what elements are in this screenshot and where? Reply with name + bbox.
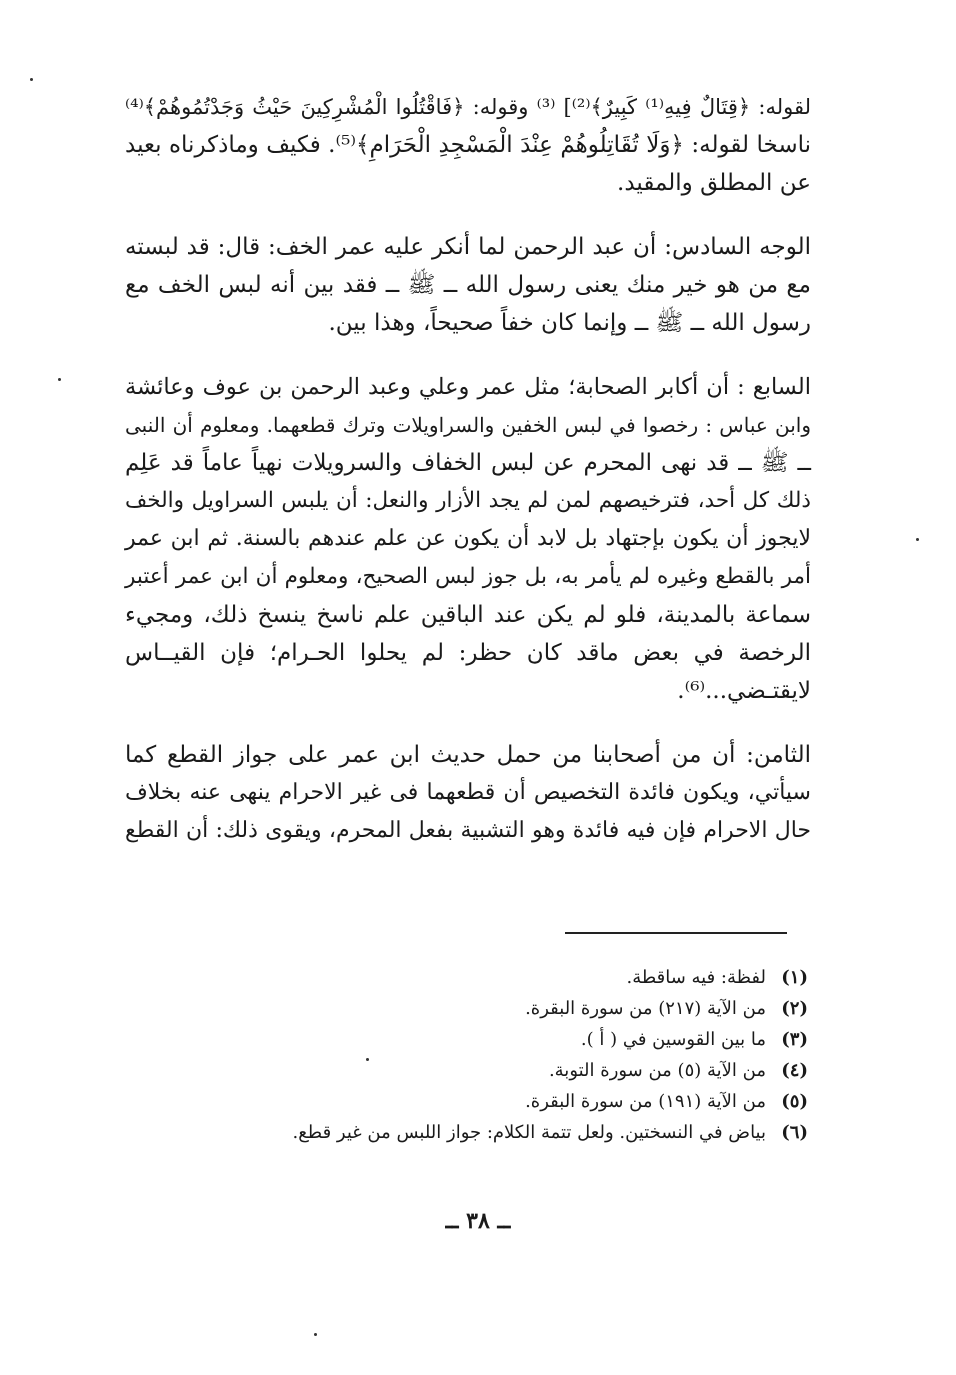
text-line: سماعة بالمدينة، فلو لم يكن عند الباقين علم ناسخ ينسخ ذلك، ومجيء (125, 602, 811, 628)
text-line: سيأتي، ويكون فائدة التخصيص أن قطعهما فى غير الاحرام ينهى عنه بخلاف (125, 780, 811, 805)
footnote-text: ما بين القوسين في ( أ ). (580, 1029, 766, 1050)
footnote-item (293, 1024, 809, 1055)
page-number: ــ ٣٨ ــ (445, 1208, 511, 1234)
paragraph-4 (125, 736, 811, 850)
footnote-item (293, 1055, 809, 1086)
text-line: لايجوز أن يكون بإجتهاد بل لابد أن يكون عن علم عندهم بالسنة. ثم ابن عمر (125, 526, 811, 551)
footnote-text: من الآية (٢١٧) من سورة البقرة. (525, 998, 766, 1019)
footnote-divider (565, 932, 787, 934)
text-line: رسول الله ــ ﷺ ــ وإنما كان خفاً صحيحاً، وهذا بين. (328, 310, 811, 336)
scan-speck (314, 1333, 317, 1336)
footnote-number: (٣) (781, 1029, 808, 1050)
text-line: ــ ﷺ ــ قد نهى المحرم عن لبس الخفاف والسرويلات نهياً عاماً قد عَلِم (125, 450, 811, 476)
footnote-number: (١) (781, 967, 808, 988)
footnote-number: (٢) (781, 998, 808, 1019)
paragraph-3 (125, 368, 811, 710)
main-text (125, 88, 811, 876)
footnote-number: (٤) (781, 1060, 808, 1081)
text-line: وابن عباس : رخصوا في لبس الخفين والسراويلات وترك قطعهما. ومعلوم أن النبى (125, 413, 811, 437)
text-line: الرخصة في بعض ماقد كان حظر: لم يحلوا الحـرام؛ فإن القيــاس (125, 640, 811, 666)
paragraph-2 (125, 228, 811, 342)
footnote-text: من الآية (٥) من سورة التوبة. (548, 1060, 766, 1081)
scan-speck (58, 378, 61, 381)
text-line: الثامن: أن من أصحابنا من حمل حديث ابن عمر على جواز القطع كما (125, 742, 811, 768)
text-line: الوجه السادس: أن عبد الرحمن لما أنكر عليه عمر الخف: قال: قد لبسته (125, 234, 811, 260)
footnote-number: (٥) (781, 1091, 808, 1112)
scan-speck (916, 538, 919, 541)
footnote-item (293, 993, 809, 1024)
footnote-item (293, 1086, 809, 1117)
footnote-text: لفظة: فيه ساقطة. (626, 967, 766, 988)
footnote-text: من الآية (١٩١) من سورة البقرة. (525, 1091, 766, 1112)
text-line: مع من هو خير منك يعنى رسول الله ــ ﷺ ــ فقد بين أنه لبس الخف مع (125, 272, 811, 298)
text-line: أمر بالقطع وغيره لم يأمر به، بل جوز لبس الصحيح، ومعلوم أن ابن عمر أعتبر (125, 564, 811, 589)
text-line: لقوله: ﴿قِتَالٌ فِيهِ⁽¹⁾ كَبِيرٌ﴾⁽²⁾] ⁽³⁾ وقوله: ﴿فَاقْتُلُوا الْمُشْرِكِينَ حَيْثُ وَجَدْتُمُوهُمْ﴾⁽⁴⁾ (125, 95, 811, 119)
footnote-text: بياض في النسختين. ولعل تتمة الكلام: جواز اللبس من غير قطع. (292, 1122, 766, 1143)
footnotes (293, 962, 809, 1148)
text-line: عن المطلق والمقيد. (617, 170, 811, 196)
footnote-number: (٦) (781, 1122, 808, 1143)
text-line: السابع : أن أكابر الصحابة؛ مثل عمر وعلي وعبد الرحمن بن عوف وعائشة (125, 374, 811, 400)
text-line: ناسخا لقوله: ﴿وَلَا تُقَاتِلُوهُمْ عِنْدَ الْمَسْجِدِ الْحَرَامِ﴾⁽⁵⁾. فكيف وماذكرناه بعيد (125, 132, 812, 158)
text-line: حال الاحرام فإن فيه فائدة وهو التشبية بفعل المحرم، ويقوى ذلك: أن القطع (125, 818, 811, 843)
scan-speck (366, 1058, 369, 1061)
footnote-item (293, 1117, 809, 1148)
scan-speck (30, 78, 33, 81)
footnote-item (293, 962, 809, 993)
paragraph-1 (125, 88, 811, 202)
text-line: ذلك كل أحد، فترخيصهم لمن لم يجد الأزار والنعل: أن يلبس السراويل والخف (125, 488, 811, 513)
text-line: لايقتـضي...⁽⁶⁾. (677, 678, 811, 704)
